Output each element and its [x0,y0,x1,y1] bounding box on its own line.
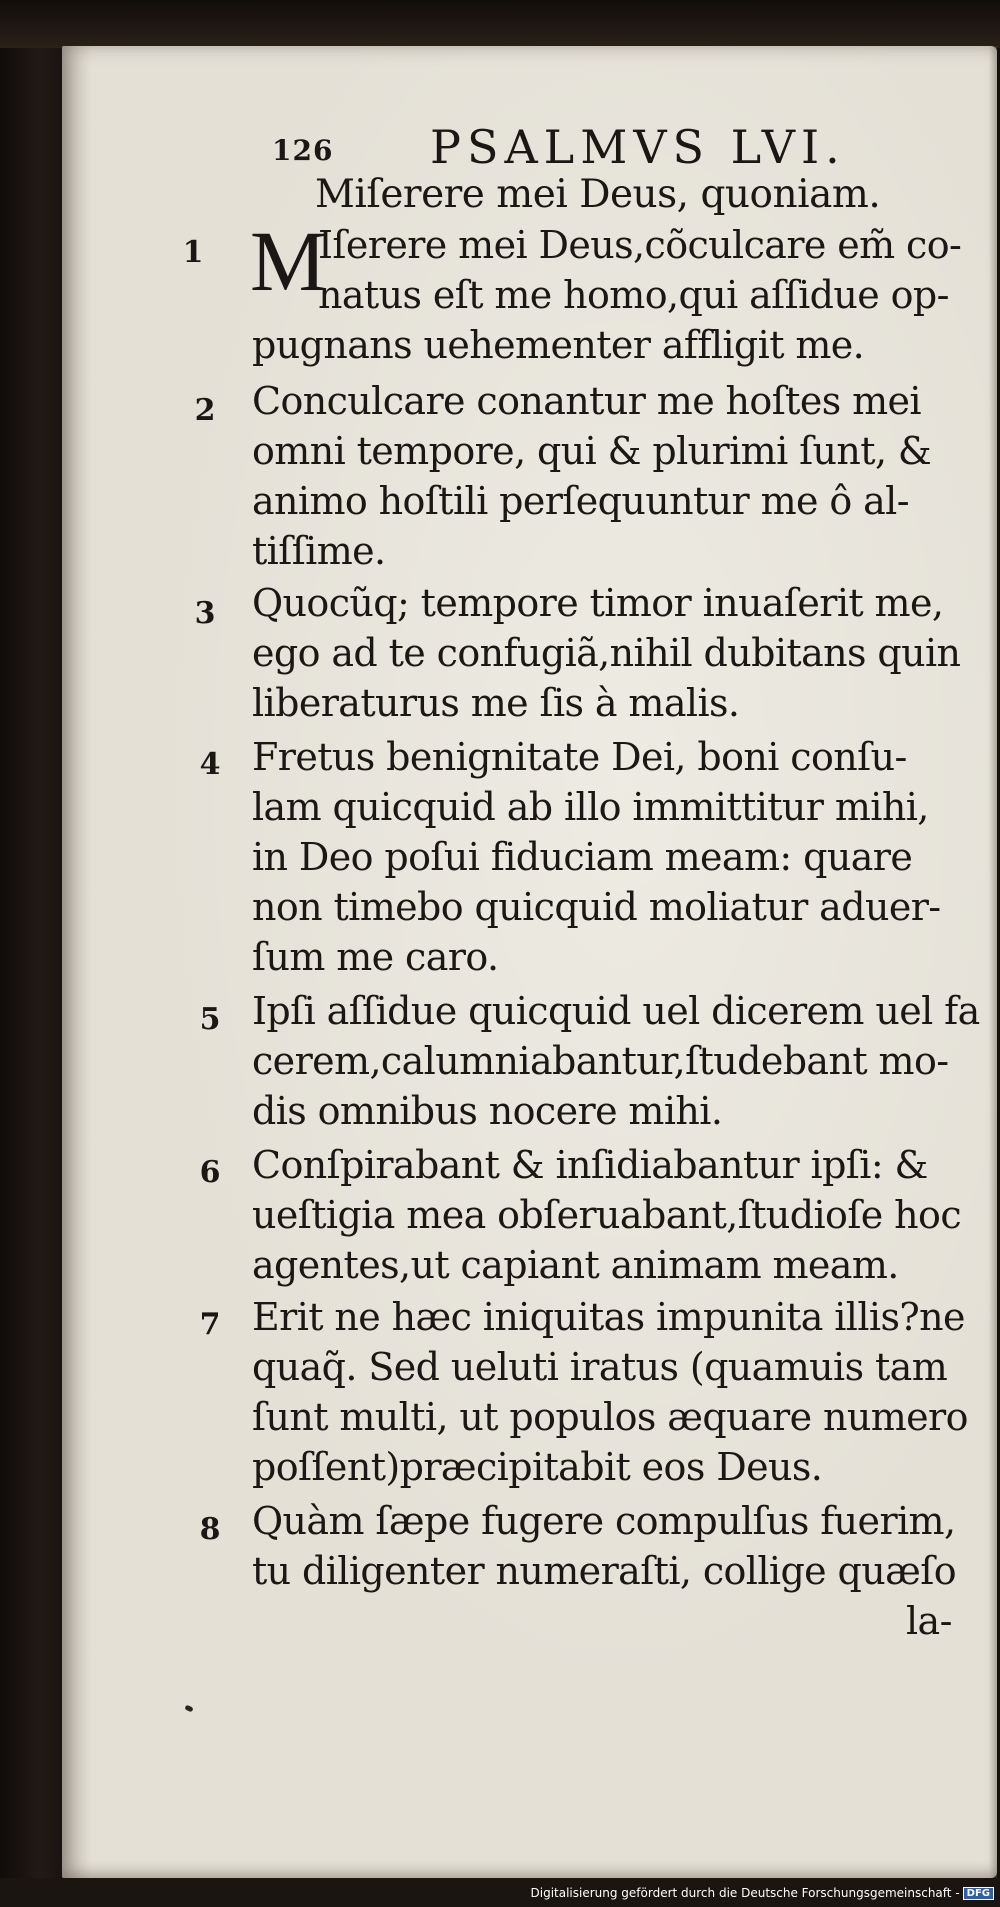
verse-line: Conculcare conantur me hoſtes mei [252,379,921,423]
verse-number: 8 [199,1512,221,1547]
verse-line: non timebo quicquid moliatur aduer- [252,885,941,929]
verse-line: natus eſt me homo,qui aſſidue op- [318,273,949,317]
verse-line: animo hoſtili perſequuntur me ô al- [252,479,909,523]
verse-line: lam quicquid ab illo immittitur mihi, [252,785,929,829]
verse-line: tiſſime. [252,529,386,573]
verse-number: 4 [199,747,221,782]
verse-number: 7 [199,1307,221,1342]
verse-number: 6 [199,1155,221,1190]
verse-line: Ipſi aſſidue quicquid uel dicerem uel fa [252,989,980,1033]
page-number: 126 [272,134,334,167]
digitization-credit [531,1886,995,1900]
verse-line: poſſent)præcipitabit eos Deus. [252,1445,823,1489]
verse-line: Quàm ſæpe fugere compulſus fuerim, [252,1499,956,1543]
credit-text: Digitalisierung gefördert durch die Deutsche Forschungsgemeinschaft - [530,1886,960,1900]
verse-line: Iſerere mei Deus,cõculcare em̃ co- [318,223,962,267]
psalm-title: PSALMVS LVI. [430,120,846,174]
verse-line: pugnans uehementer affligit me. [252,323,865,367]
verse-line: Quocũq; tempore timor inuaſerit me, [252,581,944,625]
page-fore-edge [989,46,997,1878]
verse-line: ueſtigia mea obſeruabant,ſtudioſe hoc [252,1193,962,1237]
verse-line: in Deo poſui fiduciam meam: quare [252,835,913,879]
top-edge [0,0,1000,48]
verse-line: ego ad te confugiã,nihil dubitans quin [252,631,961,675]
verse-line: tu diligenter numeraſti, collige quæſo [252,1549,957,1593]
psalm-subtitle: Miſerere mei Deus, quoniam. [315,172,881,217]
verse-line: cerem,calumniabantur,ſtudebant mo- [252,1039,949,1083]
verse-line: Conſpirabant & inſidiabantur ipſi: & [252,1143,928,1187]
verse-line: omni tempore, qui & plurimi ſunt, & [252,429,932,473]
verse-line: Fretus benignitate Dei, boni conſu- [252,735,907,779]
verse-number: 2 [194,393,216,428]
verse-line: ſum me caro. [252,935,499,979]
verse-line: ſunt multi, ut populos æquare numero [252,1395,968,1439]
verse-number: 5 [199,1002,221,1037]
verse-line: dis omnibus nocere mihi. [252,1089,723,1133]
catchword: la- [906,1599,952,1643]
dfg-logo: DFG [963,1887,994,1900]
verse-line: liberaturus me ſis à malis. [252,681,740,725]
drop-capital: M [250,213,327,309]
verse-number: 1 [182,235,204,270]
verse-line: Erit ne hæc iniquitas impunita illis?ne [252,1295,965,1339]
verse-number: 3 [194,596,216,631]
verse-line: quaq̃. Sed ueluti iratus (quamuis tam [252,1345,948,1389]
running-head [272,120,846,174]
verse-line: agentes,ut capiant animam meam. [252,1243,899,1287]
book-page [62,46,997,1878]
